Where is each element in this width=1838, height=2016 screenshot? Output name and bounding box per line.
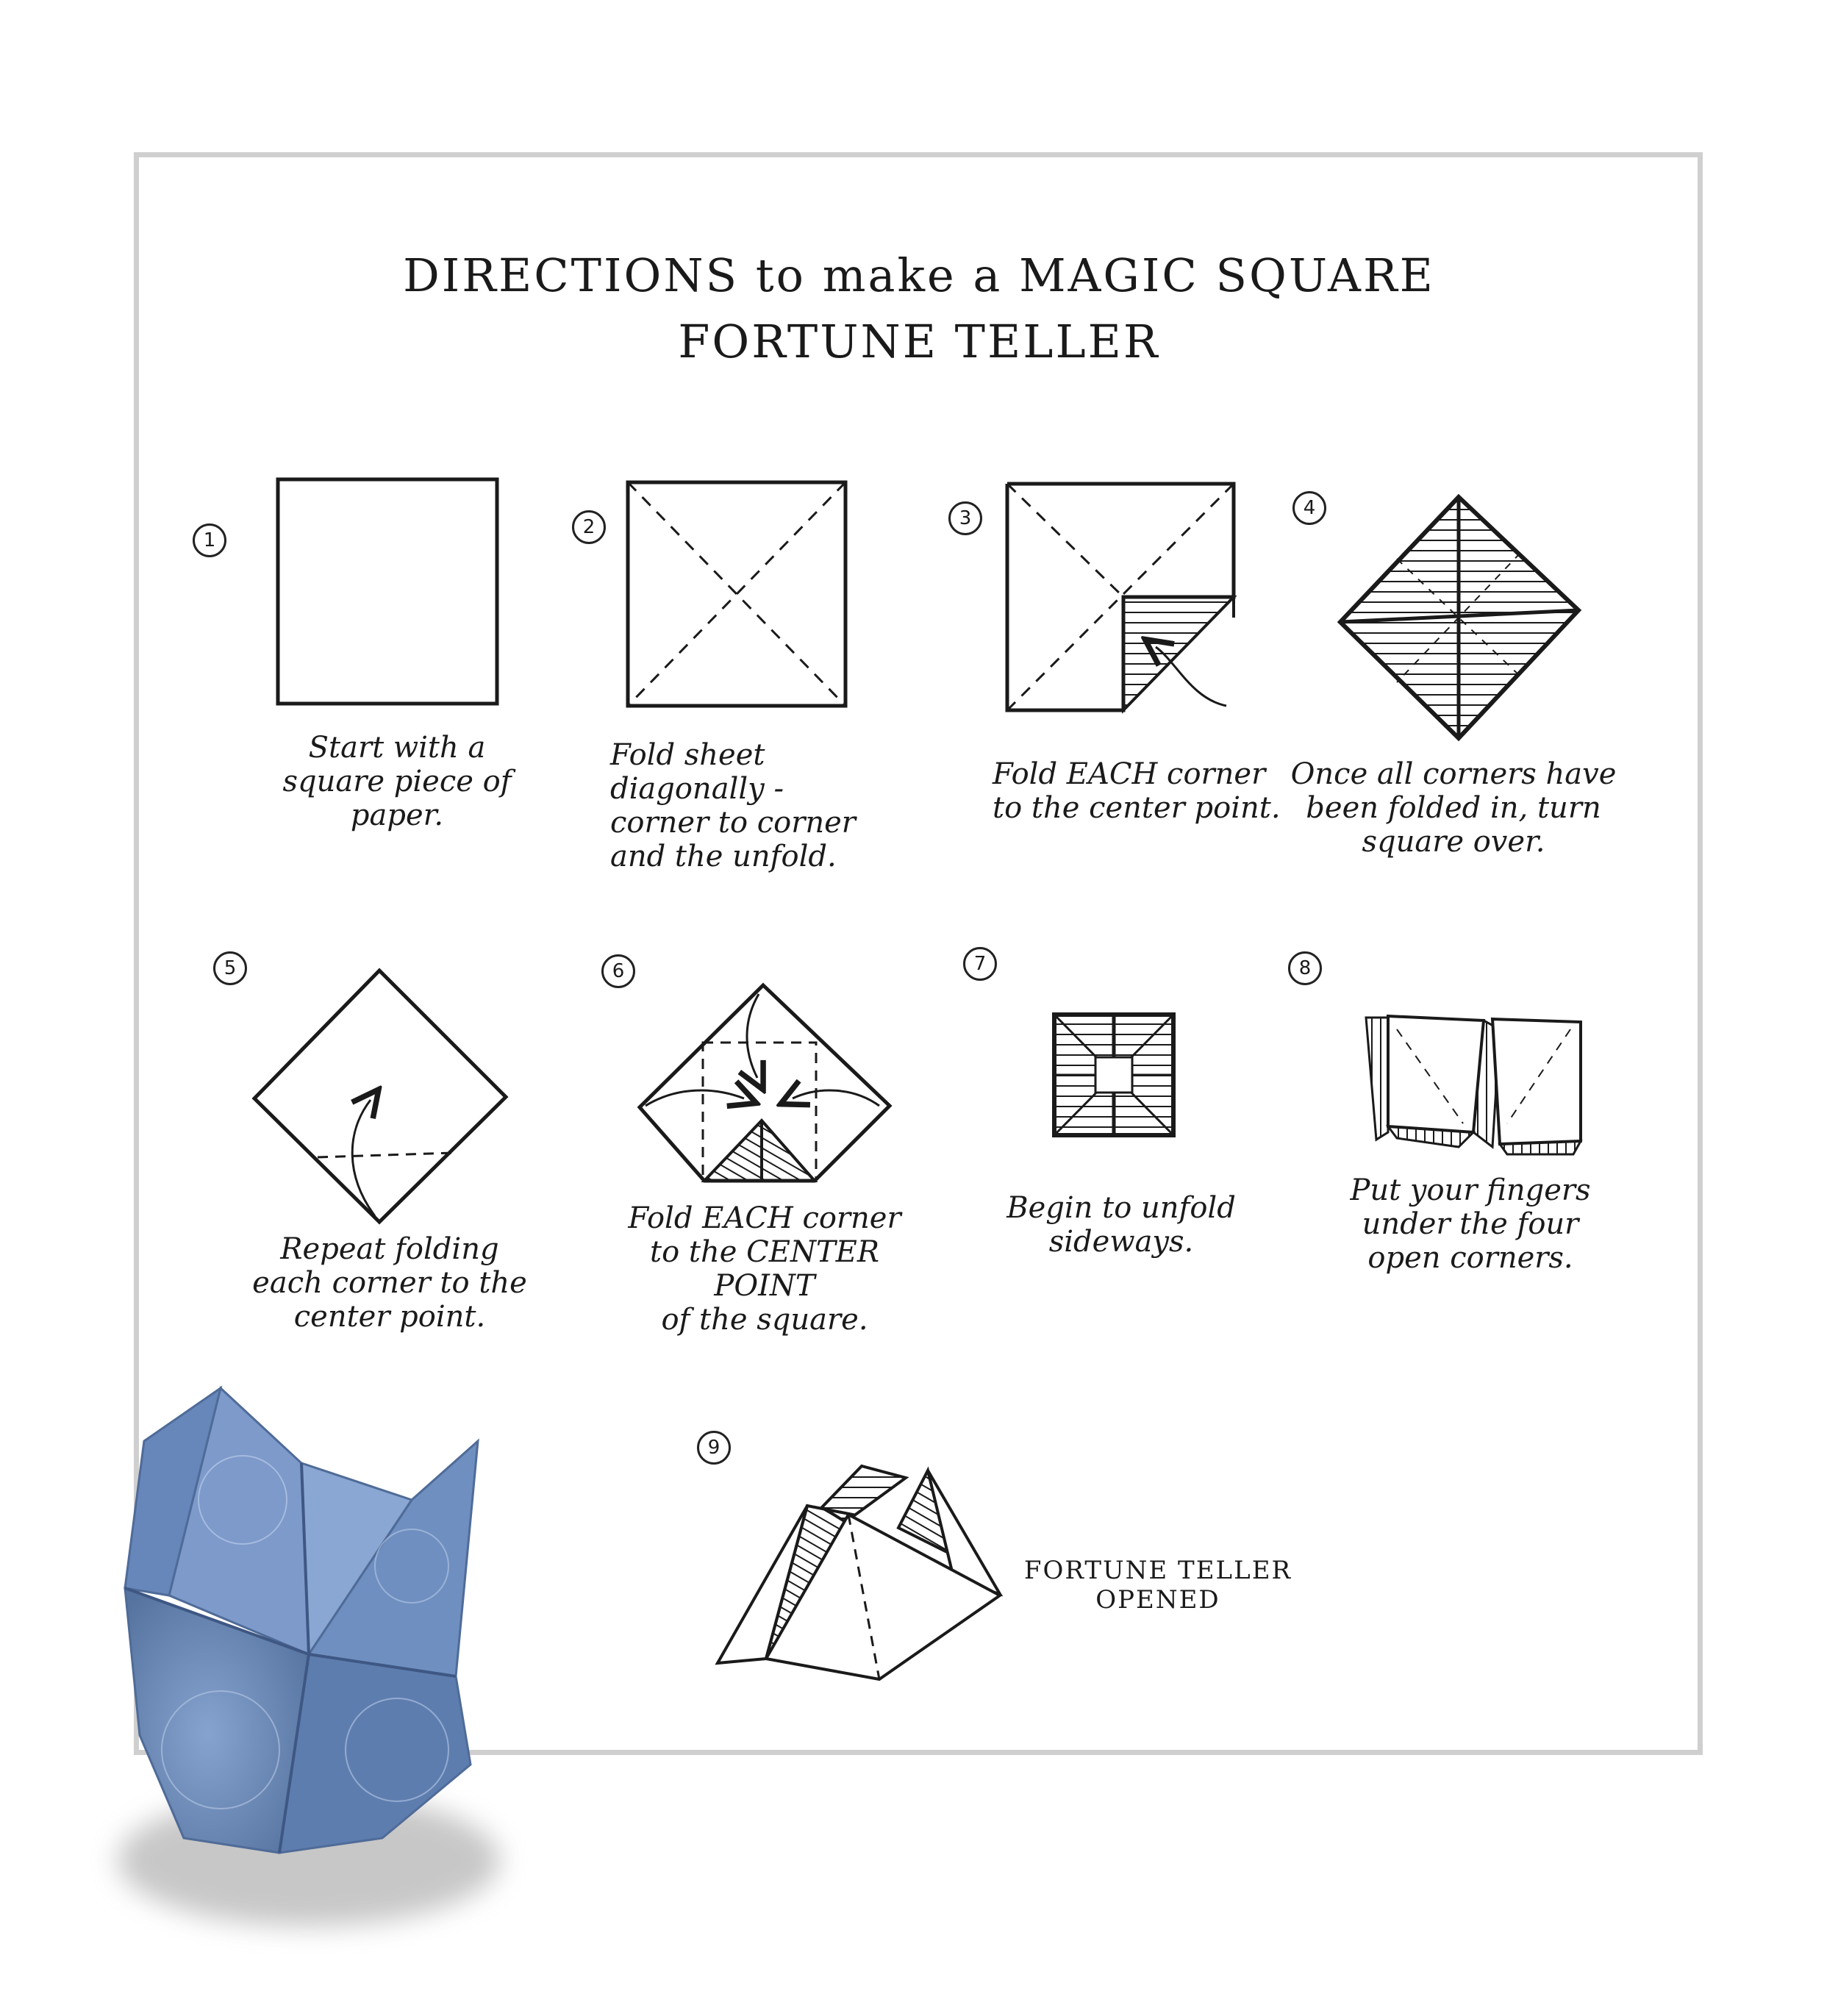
caption-line: center point.	[293, 1300, 486, 1334]
step1-diagram	[278, 479, 497, 704]
step9-diagram	[718, 1466, 1000, 1679]
step8-diagram	[1366, 1016, 1581, 1154]
caption-line: Repeat folding	[280, 1232, 499, 1266]
caption-line: square over.	[1362, 825, 1545, 859]
step3-diagram	[1007, 484, 1234, 710]
step1-caption	[243, 731, 551, 832]
caption-line: Fold sheet	[610, 738, 765, 772]
step4-number: 4	[1292, 491, 1326, 525]
step8-caption	[1323, 1173, 1617, 1275]
step5-number: 5	[213, 951, 247, 985]
step9-number: 9	[697, 1431, 731, 1465]
step6-number: 6	[601, 954, 635, 988]
caption-line: Put your fingers	[1350, 1173, 1591, 1207]
step5-caption	[235, 1232, 544, 1334]
caption-line: square piece of paper.	[282, 765, 512, 832]
step7-diagram	[1054, 1015, 1173, 1135]
caption-line: of the square.	[661, 1303, 868, 1337]
caption-line: diagonally -	[610, 772, 784, 806]
caption-line: sideways.	[1048, 1225, 1194, 1259]
caption-line: open corners.	[1367, 1241, 1573, 1275]
caption-line: Fold EACH corner	[628, 1201, 901, 1235]
caption-line: Start with a	[308, 731, 486, 765]
step4-caption	[1281, 757, 1626, 859]
final-label-line2: OPENED	[1095, 1585, 1220, 1615]
step8-number: 8	[1288, 951, 1322, 985]
caption-line: Once all corners have	[1290, 757, 1617, 791]
step7-number: 7	[963, 947, 997, 981]
step6-diagram	[640, 985, 890, 1181]
step2-number: 2	[572, 510, 606, 544]
final-label-line1: FORTUNE TELLER	[1023, 1556, 1292, 1585]
page-title-line1: DIRECTIONS to make a MAGIC SQUARE	[403, 249, 1435, 302]
caption-line: corner to corner	[610, 806, 856, 840]
step1-number: 1	[193, 523, 226, 557]
step7-caption	[1000, 1191, 1242, 1259]
step4-diagram	[1340, 497, 1578, 738]
step6-caption	[603, 1201, 926, 1337]
step2-diagram	[628, 482, 845, 706]
caption-line: Begin to unfold	[1006, 1191, 1236, 1225]
step3-number: 3	[948, 501, 982, 535]
caption-line: to the center point.	[993, 791, 1281, 825]
caption-line: to the CENTER POINT	[650, 1235, 879, 1303]
caption-line: and the unfold.	[610, 840, 837, 873]
caption-line: been folded in, turn	[1306, 791, 1601, 825]
step5-diagram	[254, 971, 506, 1222]
caption-line: under the four	[1362, 1207, 1579, 1241]
caption-line: Fold EACH corner	[993, 757, 1266, 791]
caption-line: each corner to the	[252, 1266, 527, 1300]
step2-caption	[610, 738, 860, 873]
step3-caption	[993, 757, 1287, 825]
page-title-line2: FORTUNE TELLER	[678, 315, 1160, 368]
fortune-teller-opened-label	[1022, 1556, 1294, 1615]
fortune-teller-photo	[118, 1388, 500, 1926]
